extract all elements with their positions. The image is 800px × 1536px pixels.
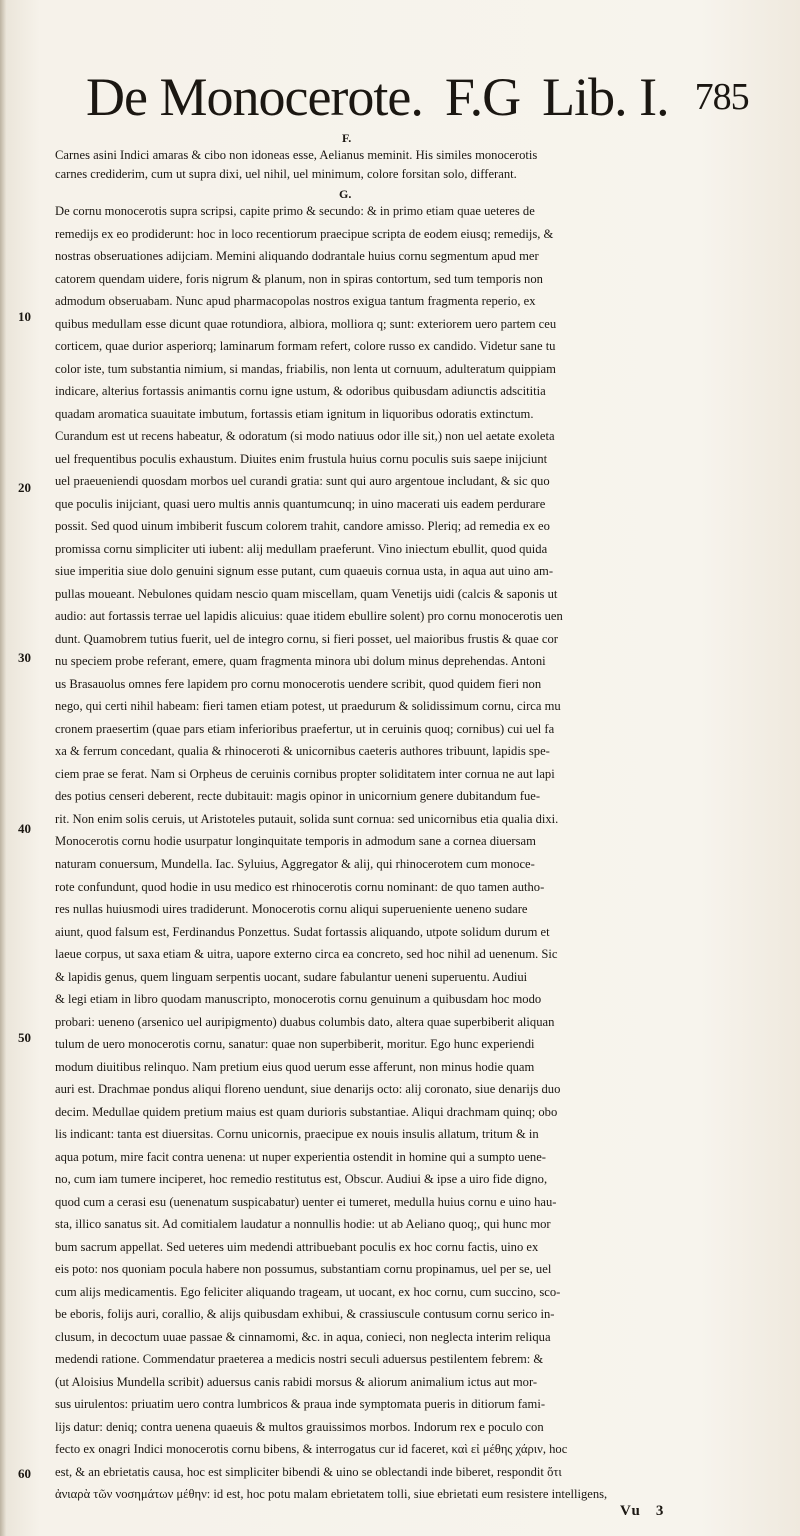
text-line: admodum obseruabam. Nunc apud pharmacopolas nostros exigua tantum fragmenta reperio, ex bbox=[55, 294, 536, 308]
text-line: Curandum est ut recens habeatur, & odoratum (si modo natiuus odor ille sit,) non uel aetate exoleta bbox=[55, 429, 555, 443]
text-line: uel praeueniendi quosdam morbos uel curandi gratia: sunt qui auro argentoue includant, & sic quo bbox=[55, 474, 550, 488]
text-line: naturam conuersum, Mundella. Iac. Syluius, Aggregator & alij, qui rhinocerotem cum monoce- bbox=[55, 857, 535, 871]
text-line: catorem quendam uidere, foris nigrum & planum, non in spiras contortum, sed tum temporis non bbox=[55, 272, 543, 286]
text-line: cronem praesertim (quae pars etiam inferioribus praefertur, ut in ceruinis quoq; cornibus) cui uel fa bbox=[55, 722, 555, 736]
text-line: quibus medullam esse dicunt quae rotundiora, albiora, molliora q; sunt: exteriorem uero partem ceu bbox=[55, 317, 557, 331]
text-line: possit. Sed quod uinum imbiberit fuscum colorem trahit, candore amisso. Pleriq; ad remedia ex eo bbox=[55, 519, 550, 533]
text-line: laeue corpus, ut saxa etiam & uitra, uapore externo circa ea concreto, sed hoc nihil ad uenenum. Sic bbox=[55, 947, 558, 961]
text-line: rote confundunt, quod hodie in usu medico est rhinocerotis cornu nominant: de quo tamen autho- bbox=[55, 880, 545, 894]
text-line: aqua potum, mire facit contra uenena: ut nuper experientia ostendit in homine qui a sumpto uene- bbox=[55, 1150, 547, 1164]
margin-number-20: 20 bbox=[18, 480, 31, 495]
text-line: decim. Medullae quidem pretium maius est quam durioris substantiae. Aliqui drachmam quinq; obo bbox=[55, 1105, 558, 1119]
header-section-letters: F.G bbox=[444, 67, 521, 127]
text-line: clusum, in decoctum uuae passae & cinnamomi, &c. in aqua, conieci, non neglecta interim reliqua bbox=[55, 1330, 551, 1344]
margin-number-40: 40 bbox=[18, 821, 31, 836]
text-line: be eboris, folijs auri, corallio, & alijs quibusdam exhibui, & crassiuscule contusum cornu serico in- bbox=[55, 1307, 555, 1321]
text-line: color iste, tum substantia nimium, si mandas, friabilis, non lenta ut cornuum, adulteratum quippiam bbox=[55, 362, 556, 376]
text-line: corticem, quae durior asperiorq; laminarum formam refert, colore russo ex candido. Videtur sane tu bbox=[55, 339, 556, 353]
text-line: sta, illico sanatus sit. Ad comitialem laudatur a nonnullis hodie: ut ab Aeliano quoq;, qui hunc mor bbox=[55, 1217, 551, 1231]
text-line: bum sacrum appellat. Sed ueteres uim medendi attribuebant poculis ex hoc cornu factis, uino ex bbox=[55, 1240, 539, 1254]
text-line: uel frequentibus poculis exhaustum. Diuites enim frustula huius cornu poculis suis saepe inijciunt bbox=[55, 452, 548, 466]
text-line: est, & an ebrietatis causa, hoc est simpliciter bibendi & uino se oblectandi inde biberet, respondit ὅτι bbox=[55, 1465, 562, 1479]
text-line: fecto ex onagri Indici monocerotis cornu bibens, & interrogatus cur id faceret, καὶ εἰ μέθης χάριν, hoc bbox=[55, 1442, 568, 1456]
header-book: Lib. I. bbox=[542, 67, 669, 127]
section-letter-f: F. bbox=[342, 131, 352, 145]
text-line: probari: ueneno (arsenico uel auripigmento) duabus columbis dato, altera quae superbiberit aliquan bbox=[55, 1015, 555, 1029]
text-line: dunt. Quamobrem tutius fuerit, uel de integro cornu, si fieri posset, uel maioribus frustis & quae cor bbox=[55, 632, 558, 646]
text-line: remedijs ex eo prodiderunt: hoc in loco recentiorum praecipue scripta de eodem eiusq; remedijs, & bbox=[55, 227, 554, 241]
margin-number-10: 10 bbox=[18, 309, 31, 324]
text-line: quod cum a cerasi esu (uenenatum suspicabatur) uenter ei tumeret, medulla huius cornu e uino hau- bbox=[55, 1195, 557, 1209]
text-line: rit. Non enim solis ceruis, ut Aristoteles putauit, solida sunt cornua: sed unicornibus etia qualia dixi. bbox=[55, 812, 559, 826]
text-line: res nullas huiusmodi uires tradiderunt. Monocerotis cornu aliqui superueniente ueneno sudare bbox=[55, 902, 528, 916]
signature-number: 3 bbox=[655, 1503, 666, 1519]
text-line: auri est. Drachmae pondus aliqui floreno uendunt, siue denarijs octo: alij coronato, siue denarijs duo bbox=[55, 1082, 561, 1096]
text-line: & legi etiam in libro quodam manuscripto, monocerotis cornu genuinum a quibusdam hoc modo bbox=[55, 992, 542, 1006]
margin-number-30: 30 bbox=[18, 650, 31, 665]
header-title: De Monocerote. bbox=[86, 67, 423, 127]
text-line: medendi ratione. Commendatur praeterea a medicis nostri seculi aduersus pestilentem febrem: & bbox=[55, 1352, 544, 1366]
margin-number-50: 50 bbox=[18, 1030, 31, 1045]
text-line: ἀνιαρὰ τῶν νοσημάτων μέθην: id est, hoc potu malam ebrietatem tolli, siue ebrietati eum resistere intelligens, bbox=[55, 1487, 608, 1501]
text-line: sus uirulentos: priuatim uero contra lumbricos & praua inde symptomata pueris in ditiorum fami- bbox=[55, 1397, 546, 1411]
text-line: nego, qui certi nihil habeam: fieri tamen etiam potest, ut praedurum & solidissimum cornu, circa mu bbox=[55, 699, 561, 713]
text-line: cum alijs medicamentis. Ego feliciter aliquando trageam, ut uocant, ex hoc cornu, cum succino, sco- bbox=[55, 1285, 561, 1299]
text-line: lis indicant: tanta est diuersitas. Cornu unicornis, praecipue ex nouis insulis allatum, tritum & in bbox=[55, 1127, 539, 1141]
text-line: aiunt, quod falsum est, Ferdinandus Ponzettus. Sudat fortassis aliquando, utpote solidum durum et bbox=[55, 925, 550, 939]
page-number: 785 bbox=[694, 76, 749, 118]
text-line: Monocerotis cornu hodie usurpatur longinquitate temporis in admodum sane a cornea diuersam bbox=[55, 834, 536, 848]
text-line: carnes crediderim, cum ut supra dixi, uel nihil, uel minimum, colore forsitan solo, differant. bbox=[55, 167, 517, 181]
margin-number-60: 60 bbox=[18, 1466, 31, 1481]
text-line: Carnes asini Indici amaras & cibo non idoneas esse, Aelianus meminit. His similes monocerotis bbox=[55, 148, 538, 162]
text-line: tulum de uero monocerotis cornu, sanatur: quae non superbiberit, moritur. Ego hunc experiendi bbox=[55, 1037, 535, 1051]
text-line: que poculis inijciant, quasi uero multis annis quantumcunq; in uino macerati uis eadem perdurare bbox=[55, 497, 546, 511]
text-line: audio: aut fortassis terrae uel lapidis alicuius: quae itidem ebullire solent) pro cornu monocerotis uen bbox=[55, 609, 563, 623]
text-line: no, cum iam tumere inciperet, hoc remedio restitutus est, Obscur. Audiui & ipse a uiro fide digno, bbox=[55, 1172, 548, 1186]
text-line: eis poto: nos quoniam pocula habere non possumus, substantiam cornu propinamus, uel per se, uel bbox=[55, 1262, 552, 1276]
text-line: nostras obseruationes adijciam. Memini aliquando dodrantale huius cornu segmentum apud mer bbox=[55, 249, 539, 263]
text-line: xa & ferrum concedant, qualia & rhinoceroti & unicornibus caeteris authores tribuunt, lapidis spe- bbox=[55, 744, 550, 758]
text-line: pullas moueant. Nebulones quidam nescio quam miscellam, quam Venetijs uidi (calcis & saponis ut bbox=[55, 587, 558, 601]
text-line: & lapidis genus, quem linguam serpentis uocant, sudare fabulantur ueneni superuentu. Audiui bbox=[55, 970, 528, 984]
signature-letters: Vu bbox=[620, 1503, 642, 1519]
text-line: nu speciem probe referant, emere, quam fragmenta minora ubi dolum minus deprehendas. Antoni bbox=[55, 654, 546, 668]
text-line: ciem prae se ferat. Nam si Orpheus de ceruinis cornibus propter soliditatem inter cornua ne aut lapi bbox=[55, 767, 555, 781]
text-line: modum diuitibus relinquo. Nam pretium eius quod uerum esse afferunt, non minus hodie quam bbox=[55, 1060, 535, 1074]
section-letter-g: G. bbox=[339, 187, 352, 201]
text-line: (ut Aloisius Mundella scribit) aduersus canis rabidi morsus & aliorum animalium ictus aut mor- bbox=[55, 1375, 538, 1389]
text-line: siue imperitia siue dolo genuini signum esse putant, cum quaeuis cornua usta, in aqua aut uino am- bbox=[55, 564, 554, 578]
text-line: des potius censeri deberent, recte dubitauit: magis opinor in unicornium genere dubitandum fue- bbox=[55, 789, 541, 803]
text-line: De cornu monocerotis supra scripsi, capite primo & secundo: & in primo etiam quae ueteres de bbox=[55, 204, 535, 218]
text-line: quadam aromatica suauitate imbutum, fortassis etiam ignitum in liquoribus odoratis extinctum. bbox=[55, 407, 534, 421]
signature-mark bbox=[620, 1503, 665, 1520]
text-line: us Brasauolus omnes fere lapidem pro cornu monocerotis uendere scribit, quod quidem fieri non bbox=[55, 677, 542, 691]
text-line: promissa cornu simpliciter uti iubent: alij medullam praeferunt. Vino iniectum ebullit, quod quida bbox=[55, 542, 548, 556]
text-line: lijs datur: deniq; contra uenena quaeuis & multos grauissimos morbos. Indorum rex e poculo con bbox=[55, 1420, 544, 1434]
text-line: indicare, alterius fortassis animantis cornu igne ustum, & odoribus quibusdam adiunctis adscititia bbox=[55, 384, 546, 398]
